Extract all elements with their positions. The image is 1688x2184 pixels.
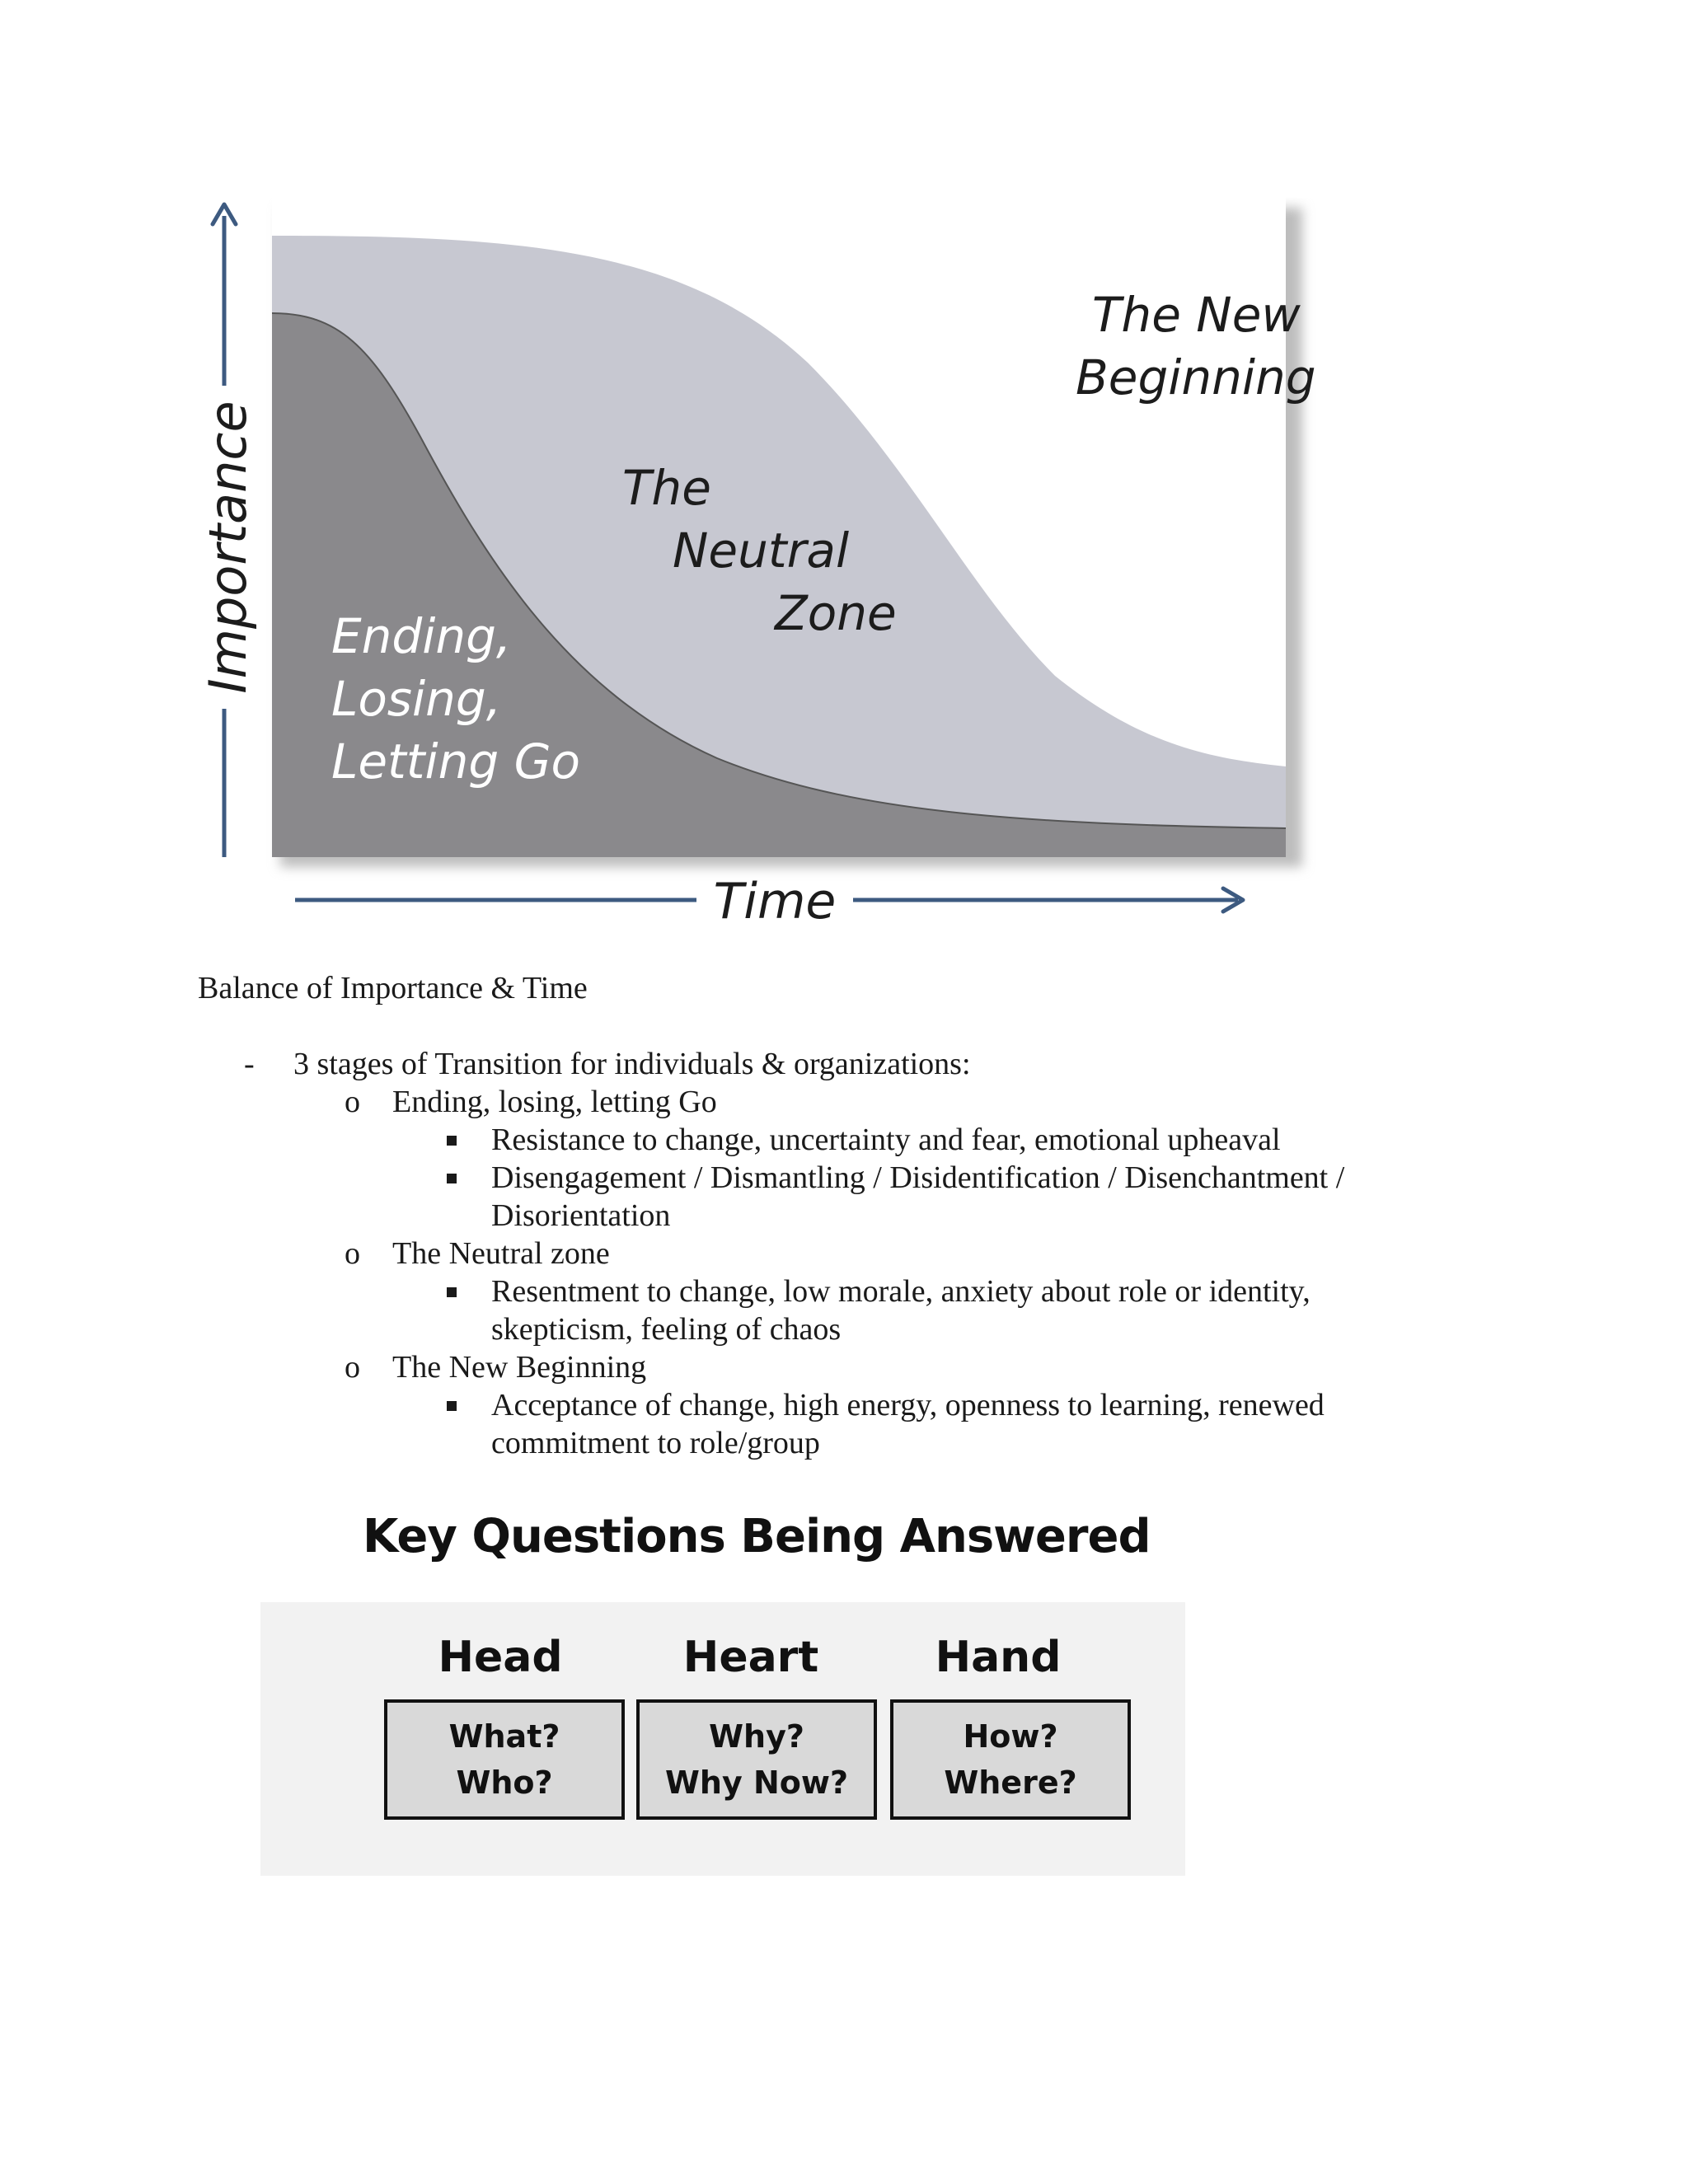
stage-label-line: Letting Go <box>331 733 581 790</box>
stage-label-line: The New <box>1092 287 1301 343</box>
transition-diagram-svg <box>190 198 1319 948</box>
question-text: How? <box>963 1718 1058 1755</box>
stage-label-line: The <box>622 460 711 516</box>
square-bullet <box>447 1287 457 1297</box>
stage-title: The Neutral zone <box>392 1236 610 1271</box>
stage-point-line: Acceptance of change, high energy, openness to learning, renewed <box>491 1388 1325 1422</box>
question-box-head <box>384 1699 625 1820</box>
stage-label-line: Neutral <box>673 523 850 579</box>
stage-point-line: Resistance to change, uncertainty and fear, emotional upheaval <box>491 1122 1281 1157</box>
stage-label-line: Beginning <box>1076 349 1316 405</box>
circle-marker: o <box>345 1350 360 1385</box>
square-bullet <box>447 1401 457 1411</box>
key-questions-title: Key Questions Being Answered <box>363 1510 1151 1563</box>
stage-label-line: Ending, <box>331 608 512 664</box>
dash-marker: - <box>244 1047 255 1081</box>
question-text: What? <box>448 1718 560 1755</box>
question-text: Why Now? <box>664 1765 849 1801</box>
question-text: Who? <box>456 1765 553 1801</box>
question-text: Where? <box>944 1765 1077 1801</box>
column-header-heart: Heart <box>682 1633 819 1682</box>
stage-point-line: Disorientation <box>491 1198 671 1233</box>
stage-title: Ending, losing, letting Go <box>392 1085 717 1119</box>
circle-marker: o <box>345 1085 360 1119</box>
key-questions-panel <box>260 1602 1185 1876</box>
diagram-caption: Balance of Importance & Time <box>198 971 588 1005</box>
y-axis <box>198 204 258 857</box>
outline-heading: 3 stages of Transition for individuals & organizations: <box>293 1047 971 1081</box>
stage-point-line: Disengagement / Dismantling / Disidentification / Disenchantment / <box>491 1160 1345 1195</box>
column-header-hand: Hand <box>935 1633 1062 1682</box>
question-text: Why? <box>709 1718 804 1755</box>
stage-title: The New Beginning <box>392 1350 647 1385</box>
x-axis-label: Time <box>713 873 837 930</box>
stage-point-line: skepticism, feeling of chaos <box>491 1312 842 1347</box>
transition-diagram <box>190 198 1319 948</box>
circle-marker: o <box>345 1236 360 1271</box>
stage-point-line: commitment to role/group <box>491 1426 820 1460</box>
y-axis-label: Importance <box>198 401 258 694</box>
stage-label-line: Zone <box>775 585 897 641</box>
stage-label-line: Losing, <box>331 671 502 727</box>
column-header-head: Head <box>438 1633 563 1682</box>
stage-point-line: Resentment to change, low morale, anxiety about role or identity, <box>491 1274 1311 1309</box>
question-box-heart <box>636 1699 877 1820</box>
square-bullet <box>447 1174 457 1183</box>
question-box-hand <box>890 1699 1131 1820</box>
square-bullet <box>447 1136 457 1146</box>
x-axis <box>295 873 1243 930</box>
